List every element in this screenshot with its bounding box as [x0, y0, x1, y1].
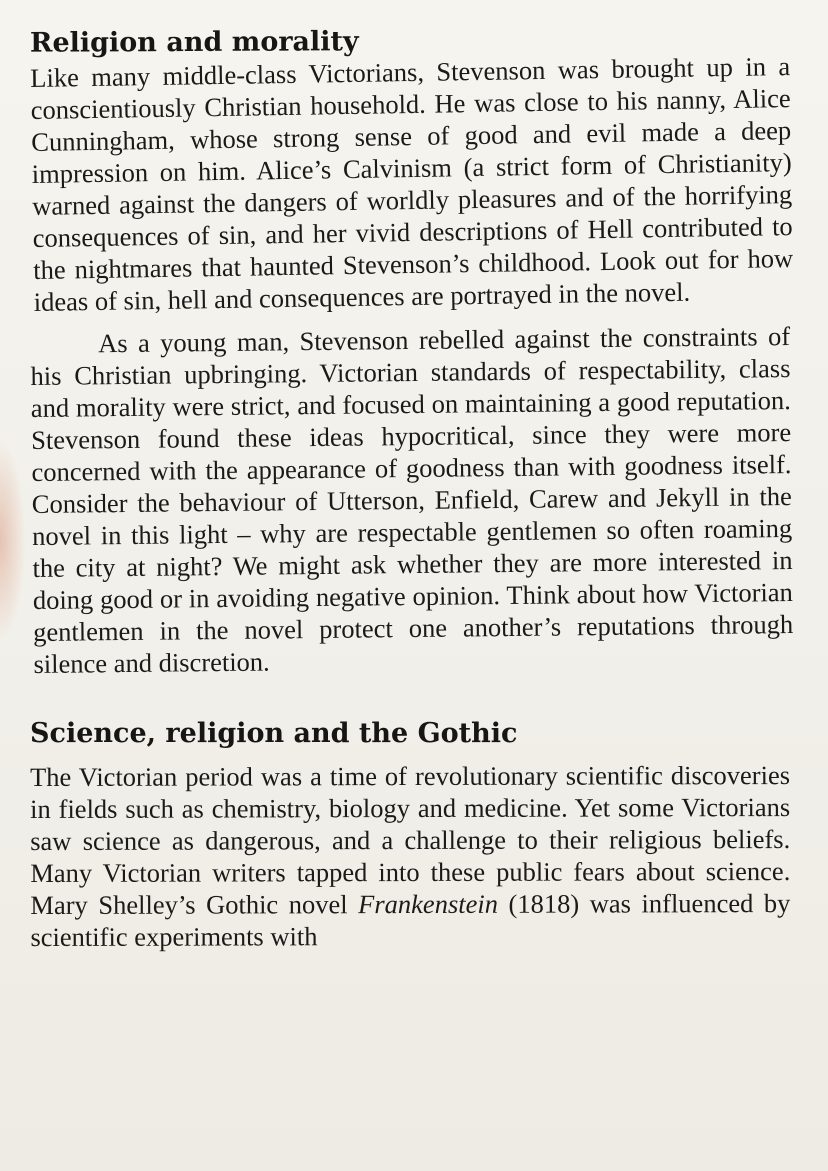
- page-edge-stain: [0, 440, 26, 640]
- paragraph-upbringing: Like many middle-class Victorians, Stevenson was brought up in a conscientiously Christian household. He was close to his nanny, Alice Cunningham, whose strong sense of good and evil made a deep impression on him. Alice’s Calvinism (a strict form of Christianity) warned against the dangers of worldly pleasures and of the horrifying consequences of sin, and her vivid descriptions of Hell contributed to the nightmares that haunted Stevenson’s childhood. Look out for how ideas of sin, hell and consequences are portrayed in the novel.: [30, 51, 794, 318]
- book-title-frankenstein: Frankenstein: [358, 888, 499, 919]
- paragraph-science-text-end: (1818) was influenced by scientific experiments with: [30, 887, 791, 952]
- paragraph-rebellion: As a young man, Stevenson rebelled against the constraints of his Christian upbringing. Victorian standards of respectability, class and morality were strict, and focused on maintaining a good reputation. Stevenson found these ideas hypocritical, since they were more concerned with the appearance of goodness than with goodness itself. Consider the behaviour of Utterson, Enfield, Carew and Jekyll in the novel in this light – why are respectable gentlemen so often roaming the city at night? We might ask whether they are more interested in doing good or in avoiding negative opinion. Think about how Victorian gentlemen in the novel protect one another’s reputations through silence and discretion.: [30, 321, 794, 680]
- paragraph-science-text-start: The Victorian period was a time of revolutionary scientific discoveries in fields such as chemistry, biology and medicine. Yet some Victorians saw science as dangerous, and a challenge to their religious beliefs. Many Victorian writers tapped into these public fears about science. Mary Shelley’s Gothic novel: [30, 759, 791, 920]
- section-heading-science-religion-gothic: Science, religion and the Gothic: [30, 718, 518, 750]
- paragraph-science: [30, 759, 791, 953]
- section-heading-religion-morality: Religion and morality: [29, 26, 359, 59]
- page-content: [29, 26, 794, 953]
